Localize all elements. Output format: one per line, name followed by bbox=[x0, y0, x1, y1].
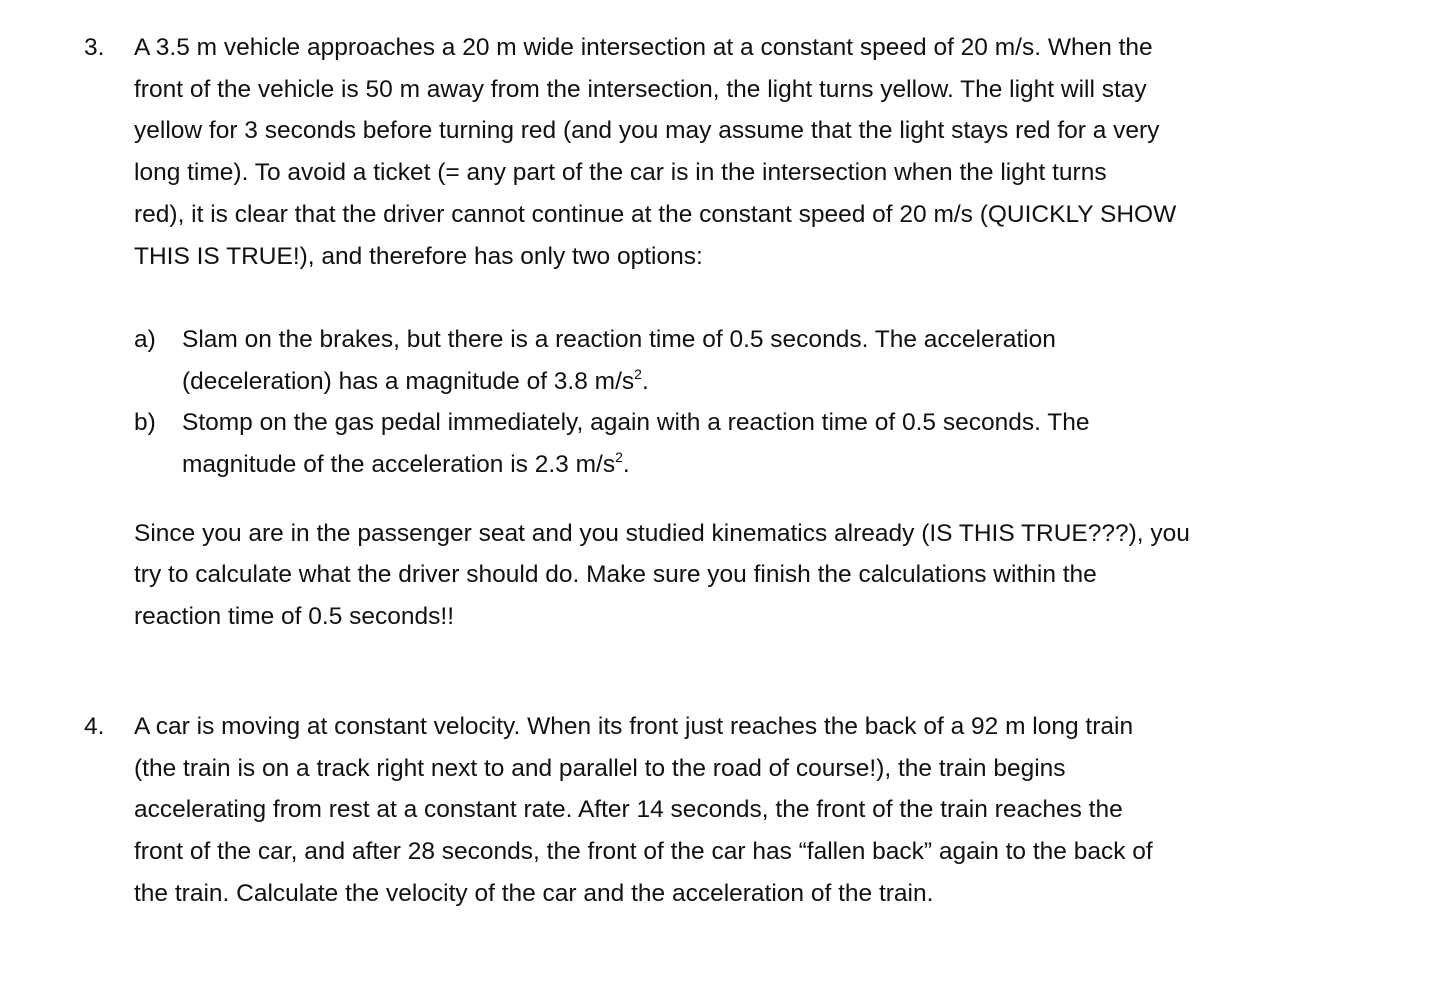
option-text-line: Stomp on the gas pedal immediately, again with a reaction time of 0.5 seconds. The bbox=[182, 409, 1090, 436]
followup-text-line: try to calculate what the driver should do. Make sure you finish the calculations within the bbox=[134, 561, 1097, 588]
option-text: magnitude of the acceleration is 2.3 m/s bbox=[182, 451, 616, 478]
problem-text-line: yellow for 3 seconds before turning red (and you may assume that the light stays red for a very bbox=[134, 117, 1160, 144]
exponent: 2 bbox=[634, 366, 642, 382]
problem-number: 4. bbox=[84, 713, 105, 740]
option-text-line bbox=[182, 361, 649, 403]
period: . bbox=[622, 451, 630, 478]
problem-text-line: front of the vehicle is 50 m away from the intersection, the light turns yellow. The light will stay bbox=[134, 76, 1147, 103]
problem-text-line: long time). To avoid a ticket (= any part of the car is in the intersection when the light turns bbox=[134, 159, 1107, 186]
problem-text-line: red), it is clear that the driver cannot continue at the constant speed of 20 m/s (QUICKLY SHOW bbox=[134, 201, 1177, 228]
followup-text-line: reaction time of 0.5 seconds!! bbox=[134, 603, 455, 630]
problem-text-line: accelerating from rest at a constant rate. After 14 seconds, the front of the train reaches the bbox=[134, 796, 1123, 823]
option-letter: b) bbox=[134, 409, 156, 436]
exponent: 2 bbox=[615, 449, 623, 465]
option-text-line bbox=[182, 444, 630, 486]
problem-text-line: front of the car, and after 28 seconds, the front of the car has “fallen back” again to the back of bbox=[134, 838, 1153, 865]
problem-text-line: A car is moving at constant velocity. When its front just reaches the back of a 92 m long train bbox=[134, 713, 1134, 740]
period: . bbox=[641, 368, 649, 395]
followup-text-line: Since you are in the passenger seat and you studied kinematics already (IS THIS TRUE???), you bbox=[134, 520, 1190, 547]
problem-text-line: (the train is on a track right next to and parallel to the road of course!), the train begins bbox=[134, 755, 1066, 782]
problem-text-line: A 3.5 m vehicle approaches a 20 m wide intersection at a constant speed of 20 m/s. When the bbox=[134, 34, 1153, 61]
option-letter: a) bbox=[134, 326, 156, 353]
option-text-line: Slam on the brakes, but there is a reaction time of 0.5 seconds. The acceleration bbox=[182, 326, 1056, 353]
option-text: (deceleration) has a magnitude of 3.8 m/s bbox=[182, 368, 635, 395]
problem-text-line: THIS IS TRUE!), and therefore has only two options: bbox=[134, 243, 703, 270]
problem-number: 3. bbox=[84, 34, 105, 61]
problem-text-line: the train. Calculate the velocity of the car and the acceleration of the train. bbox=[134, 880, 934, 907]
